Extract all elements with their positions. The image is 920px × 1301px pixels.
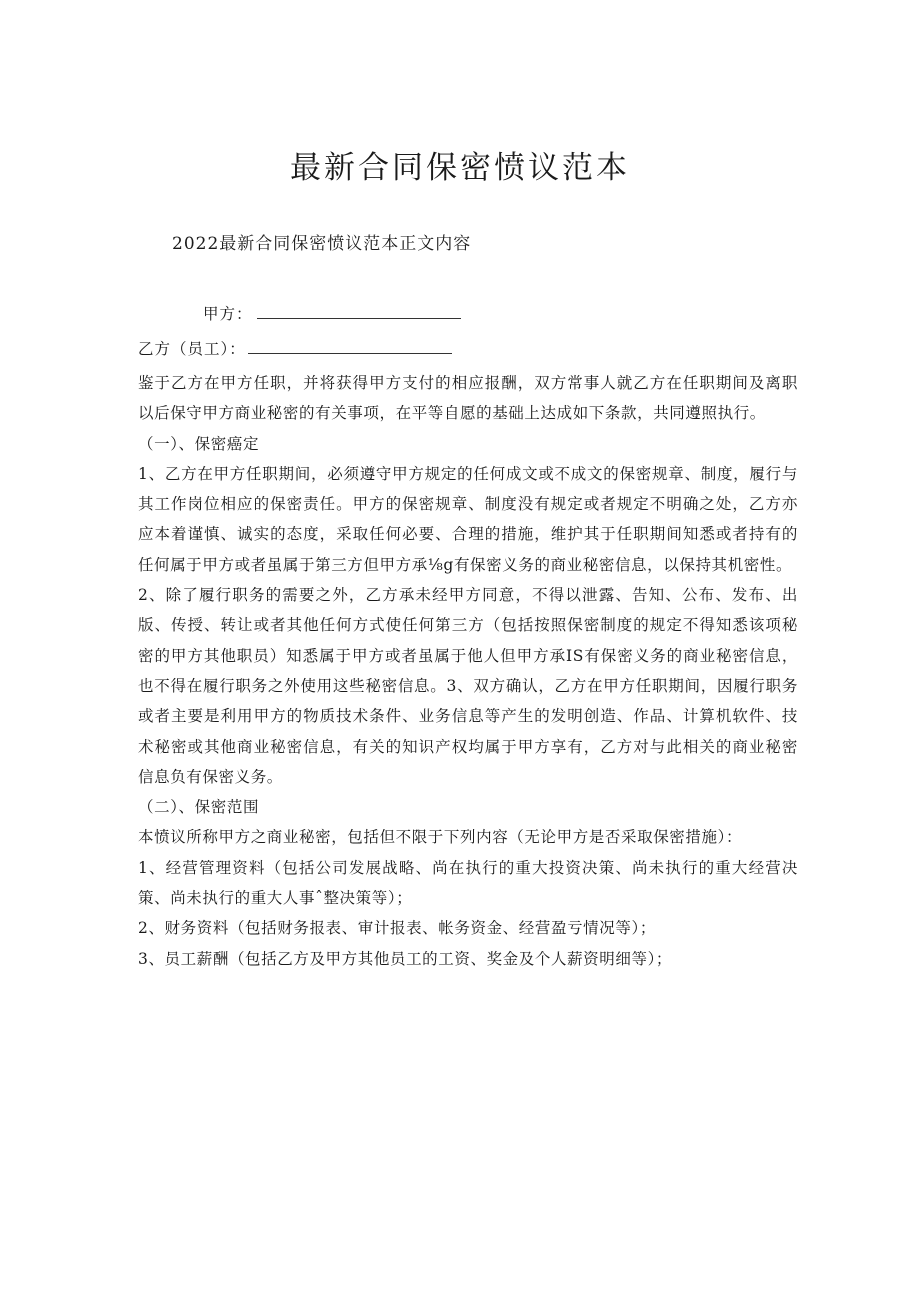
party-b-label: 乙方（员工）： — [138, 340, 246, 358]
paragraph-scope-intro: 本愤议所称甲方之商业秘密，包括但不限于下列内容（无论甲方是否采取保密措施）： — [138, 828, 743, 847]
party-b-line — [138, 336, 452, 361]
paragraph-scope-1: 1、经营管理资料（包括公司发展战略、尚在执行的重大投资决策、尚未执行的重大经营决策、尚未执行的重大人事ˆ整决策等）； — [138, 858, 798, 908]
paragraph-scope-3: 3、员工薪酬（包括乙方及甲方其他员工的工资、奖金及个人薪资明细等）； — [138, 949, 673, 968]
paragraph-clause-1: 1、乙方在甲方任职期间，必须遵守甲方规定的任何成文或不成文的保密规章、制度，履行与其工作岗位相应的保密责任。甲方的保密规章、制度没有规定或者规定不明确之处，乙方亦应本着谨慎、诚实的态度，采取任何必要、合理的措施，维护其于任职期间知悉或者持有的任何属于甲方或者虽属于第三方但甲方承⅛g有保密义务的商业秘密信息，以保持其机密性。 — [138, 464, 798, 574]
section-heading-1: （一）、保密癌定 — [138, 434, 260, 453]
party-a-label: 甲方： — [203, 305, 253, 323]
paragraph-scope-2: 2、财务资料（包括财务报表、审计报表、帐务资金、经营盈亏情况等）； — [138, 919, 656, 938]
party-b-blank — [248, 336, 452, 354]
document-body — [138, 368, 798, 974]
document-title: 最新合同保密愤议范本 — [290, 150, 630, 186]
document-subtitle: 2022最新合同保密愤议范本正文内容 — [172, 234, 472, 254]
section-heading-2: （二）、保密范围 — [138, 798, 260, 817]
paragraph-clause-2: 2、除了履行职务的需要之外，乙方承未经甲方同意，不得以泄露、告知、公布、发布、出版、传授、转让或者其他任何方式使任何第三方（包括按照保密制度的规定不得知悉该项秘密的甲方其他职员）知悉属于甲方或者虽属于他人但甲方承IS有保密义务的商业秘密信息，也不得在履行职务之外使用这些秘密信息。3、双方确认，乙方在甲方任职期间，因履行职务或者主要是利用甲方的物质技术条件、业务信息等产生的发明创造、作品、计算机软件、技术秘密或其他商业秘密信息，有关的知识产权均属于甲方享有，乙方对与此相关的商业秘密信息负有保密义务。 — [138, 586, 798, 786]
paragraph-preamble: 鉴于乙方在甲方任职，并将获得甲方支付的相应报酬，双方常事人就乙方在任职期间及离职以后保守甲方商业秘密的有关事项，在平等自愿的基础上达成如下条款，共同遵照执行。 — [138, 374, 798, 423]
party-a-blank — [257, 301, 461, 319]
party-a-line — [203, 301, 461, 326]
